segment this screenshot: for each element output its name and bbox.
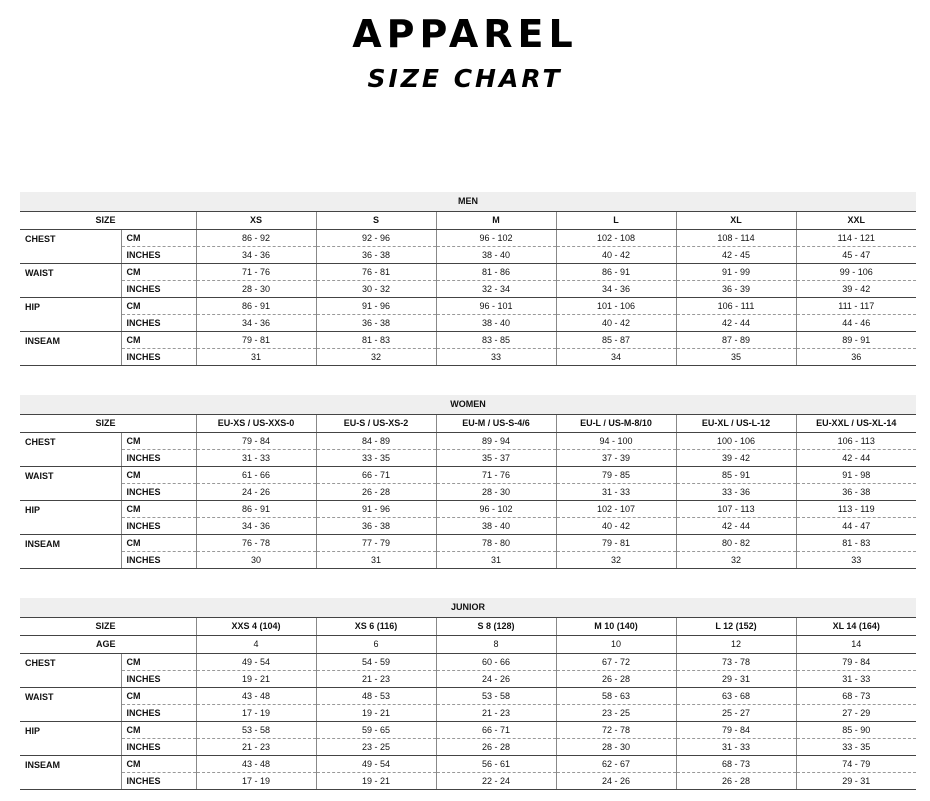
value-cell: 34 - 36 <box>196 247 316 264</box>
table-row <box>20 264 916 281</box>
value-cell: 19 - 21 <box>316 773 436 790</box>
table-row <box>20 535 916 552</box>
header-cell: EU-XS / US-XXS-0 <box>196 415 316 433</box>
header-cell: XL <box>676 212 796 230</box>
value-cell: 61 - 66 <box>196 467 316 484</box>
section-band <box>20 192 916 212</box>
measure-category: WAIST <box>20 264 121 298</box>
value-cell: 42 - 44 <box>796 450 916 467</box>
section-band <box>20 598 916 618</box>
size-table <box>20 395 916 569</box>
value-cell: 49 - 54 <box>316 756 436 773</box>
header-cell: XL 14 (164) <box>796 618 916 636</box>
value-cell: 91 - 98 <box>796 467 916 484</box>
value-cell: 56 - 61 <box>436 756 556 773</box>
header-cell: EU-M / US-S-4/6 <box>436 415 556 433</box>
value-cell: 67 - 72 <box>556 654 676 671</box>
value-cell: 34 - 36 <box>196 518 316 535</box>
unit-label-inches: INCHES <box>121 671 196 688</box>
section-heading: WOMEN <box>20 395 916 415</box>
header-row <box>20 415 916 433</box>
table-row <box>20 247 916 264</box>
value-cell: 31 - 33 <box>556 484 676 501</box>
value-cell: 28 - 30 <box>556 739 676 756</box>
value-cell: 36 - 38 <box>316 315 436 332</box>
value-cell: 23 - 25 <box>316 739 436 756</box>
value-cell: 86 - 91 <box>556 264 676 281</box>
value-cell: 43 - 48 <box>196 688 316 705</box>
value-cell: 26 - 28 <box>676 773 796 790</box>
unit-label-inches: INCHES <box>121 705 196 722</box>
size-table <box>20 598 916 790</box>
header-row <box>20 618 916 636</box>
value-cell: 26 - 28 <box>316 484 436 501</box>
value-cell: 30 <box>196 552 316 569</box>
section-heading: JUNIOR <box>20 598 916 618</box>
value-cell: 76 - 81 <box>316 264 436 281</box>
value-cell: 45 - 47 <box>796 247 916 264</box>
unit-label-cm: CM <box>121 756 196 773</box>
value-cell: 49 - 54 <box>196 654 316 671</box>
value-cell: 31 <box>316 552 436 569</box>
value-cell: 87 - 89 <box>676 332 796 349</box>
header-cell: L <box>556 212 676 230</box>
value-cell: 76 - 78 <box>196 535 316 552</box>
value-cell: 91 - 96 <box>316 298 436 315</box>
table-row <box>20 552 916 569</box>
value-cell: 63 - 68 <box>676 688 796 705</box>
value-cell: 40 - 42 <box>556 247 676 264</box>
value-cell: 68 - 73 <box>676 756 796 773</box>
value-cell: 33 <box>796 552 916 569</box>
value-cell: 21 - 23 <box>196 739 316 756</box>
measure-category: HIP <box>20 722 121 756</box>
value-cell: 53 - 58 <box>196 722 316 739</box>
value-cell: 81 - 83 <box>316 332 436 349</box>
value-cell: 62 - 67 <box>556 756 676 773</box>
value-cell: 36 - 38 <box>316 518 436 535</box>
table-row <box>20 450 916 467</box>
value-cell: 108 - 114 <box>676 230 796 247</box>
header-cell: L 12 (152) <box>676 618 796 636</box>
value-cell: 101 - 106 <box>556 298 676 315</box>
header-cell: EU-XXL / US-XL-14 <box>796 415 916 433</box>
table-row <box>20 349 916 366</box>
value-cell: 25 - 27 <box>676 705 796 722</box>
value-cell: 74 - 79 <box>796 756 916 773</box>
value-cell: 83 - 85 <box>436 332 556 349</box>
value-cell: 96 - 102 <box>436 501 556 518</box>
value-cell: 85 - 90 <box>796 722 916 739</box>
unit-label-inches: INCHES <box>121 484 196 501</box>
men-size-table <box>20 192 916 366</box>
value-cell: 33 - 35 <box>796 739 916 756</box>
value-cell: 96 - 102 <box>436 230 556 247</box>
value-cell: 28 - 30 <box>196 281 316 298</box>
value-cell: 42 - 45 <box>676 247 796 264</box>
value-cell: 33 <box>436 349 556 366</box>
value-cell: 24 - 26 <box>556 773 676 790</box>
header-cell: EU-XL / US-L-12 <box>676 415 796 433</box>
value-cell: 86 - 92 <box>196 230 316 247</box>
unit-label-inches: INCHES <box>121 739 196 756</box>
header-label: SIZE <box>20 212 196 230</box>
table-row <box>20 518 916 535</box>
unit-label-cm: CM <box>121 467 196 484</box>
value-cell: 53 - 58 <box>436 688 556 705</box>
value-cell: 111 - 117 <box>796 298 916 315</box>
measure-category: HIP <box>20 501 121 535</box>
table-row <box>20 739 916 756</box>
value-cell: 78 - 80 <box>436 535 556 552</box>
women-size-table <box>20 395 916 569</box>
value-cell: 86 - 91 <box>196 298 316 315</box>
value-cell: 94 - 100 <box>556 433 676 450</box>
value-cell: 24 - 26 <box>436 671 556 688</box>
value-cell: 39 - 42 <box>676 450 796 467</box>
unit-label-cm: CM <box>121 264 196 281</box>
value-cell: 31 - 33 <box>676 739 796 756</box>
table-row <box>20 705 916 722</box>
header-cell: XXS 4 (104) <box>196 618 316 636</box>
header-cell: EU-S / US-XS-2 <box>316 415 436 433</box>
unit-label-inches: INCHES <box>121 349 196 366</box>
unit-label-cm: CM <box>121 230 196 247</box>
value-cell: 79 - 85 <box>556 467 676 484</box>
header-cell: 8 <box>436 636 556 654</box>
value-cell: 89 - 91 <box>796 332 916 349</box>
header-cell: M <box>436 212 556 230</box>
value-cell: 84 - 89 <box>316 433 436 450</box>
header-row <box>20 212 916 230</box>
value-cell: 26 - 28 <box>436 739 556 756</box>
header-cell: 14 <box>796 636 916 654</box>
header-label: SIZE <box>20 415 196 433</box>
value-cell: 79 - 84 <box>796 654 916 671</box>
value-cell: 91 - 99 <box>676 264 796 281</box>
header-cell: S <box>316 212 436 230</box>
value-cell: 89 - 94 <box>436 433 556 450</box>
table-row <box>20 298 916 315</box>
header-cell: S 8 (128) <box>436 618 556 636</box>
header-cell: M 10 (140) <box>556 618 676 636</box>
value-cell: 106 - 113 <box>796 433 916 450</box>
value-cell: 79 - 81 <box>556 535 676 552</box>
value-cell: 59 - 65 <box>316 722 436 739</box>
value-cell: 102 - 107 <box>556 501 676 518</box>
header-cell: 12 <box>676 636 796 654</box>
value-cell: 31 - 33 <box>196 450 316 467</box>
value-cell: 86 - 91 <box>196 501 316 518</box>
junior-size-table <box>20 598 916 790</box>
value-cell: 79 - 84 <box>676 722 796 739</box>
unit-label-cm: CM <box>121 535 196 552</box>
unit-label-cm: CM <box>121 722 196 739</box>
value-cell: 38 - 40 <box>436 247 556 264</box>
table-row <box>20 467 916 484</box>
value-cell: 73 - 78 <box>676 654 796 671</box>
value-cell: 80 - 82 <box>676 535 796 552</box>
value-cell: 81 - 83 <box>796 535 916 552</box>
header-cell: XXL <box>796 212 916 230</box>
value-cell: 42 - 44 <box>676 518 796 535</box>
measure-category: INSEAM <box>20 756 121 790</box>
value-cell: 36 - 39 <box>676 281 796 298</box>
value-cell: 79 - 84 <box>196 433 316 450</box>
value-cell: 79 - 81 <box>196 332 316 349</box>
value-cell: 21 - 23 <box>436 705 556 722</box>
value-cell: 34 - 36 <box>196 315 316 332</box>
value-cell: 32 <box>316 349 436 366</box>
unit-label-cm: CM <box>121 298 196 315</box>
value-cell: 71 - 76 <box>196 264 316 281</box>
header-cell: EU-L / US-M-8/10 <box>556 415 676 433</box>
value-cell: 31 - 33 <box>796 671 916 688</box>
value-cell: 44 - 47 <box>796 518 916 535</box>
unit-label-cm: CM <box>121 433 196 450</box>
table-row <box>20 315 916 332</box>
header-cell: 4 <box>196 636 316 654</box>
value-cell: 81 - 86 <box>436 264 556 281</box>
value-cell: 99 - 106 <box>796 264 916 281</box>
value-cell: 29 - 31 <box>796 773 916 790</box>
value-cell: 44 - 46 <box>796 315 916 332</box>
value-cell: 36 - 38 <box>316 247 436 264</box>
value-cell: 23 - 25 <box>556 705 676 722</box>
table-row <box>20 433 916 450</box>
value-cell: 30 - 32 <box>316 281 436 298</box>
value-cell: 22 - 24 <box>436 773 556 790</box>
page-subtitle: SIZE CHART <box>367 64 563 93</box>
value-cell: 96 - 101 <box>436 298 556 315</box>
value-cell: 31 <box>196 349 316 366</box>
value-cell: 36 <box>796 349 916 366</box>
value-cell: 35 <box>676 349 796 366</box>
unit-label-inches: INCHES <box>121 773 196 790</box>
value-cell: 106 - 111 <box>676 298 796 315</box>
unit-label-cm: CM <box>121 332 196 349</box>
value-cell: 34 <box>556 349 676 366</box>
value-cell: 66 - 71 <box>436 722 556 739</box>
value-cell: 85 - 91 <box>676 467 796 484</box>
measure-category: WAIST <box>20 467 121 501</box>
value-cell: 91 - 96 <box>316 501 436 518</box>
value-cell: 92 - 96 <box>316 230 436 247</box>
header-cell: 6 <box>316 636 436 654</box>
unit-label-inches: INCHES <box>121 281 196 298</box>
value-cell: 19 - 21 <box>196 671 316 688</box>
page-title: APPAREL <box>352 12 578 56</box>
value-cell: 58 - 63 <box>556 688 676 705</box>
table-row <box>20 230 916 247</box>
measure-category: HIP <box>20 298 121 332</box>
value-cell: 40 - 42 <box>556 518 676 535</box>
measure-category: WAIST <box>20 688 121 722</box>
value-cell: 17 - 19 <box>196 705 316 722</box>
table-row <box>20 654 916 671</box>
unit-label-inches: INCHES <box>121 315 196 332</box>
table-row <box>20 332 916 349</box>
unit-label-inches: INCHES <box>121 450 196 467</box>
value-cell: 38 - 40 <box>436 518 556 535</box>
value-cell: 27 - 29 <box>796 705 916 722</box>
unit-label-inches: INCHES <box>121 552 196 569</box>
header-cell: XS 6 (116) <box>316 618 436 636</box>
header-row <box>20 636 916 654</box>
section-heading: MEN <box>20 192 916 212</box>
value-cell: 113 - 119 <box>796 501 916 518</box>
value-cell: 72 - 78 <box>556 722 676 739</box>
section-band <box>20 395 916 415</box>
value-cell: 32 <box>556 552 676 569</box>
table-row <box>20 671 916 688</box>
value-cell: 114 - 121 <box>796 230 916 247</box>
header-cell: 10 <box>556 636 676 654</box>
measure-category: CHEST <box>20 433 121 467</box>
value-cell: 54 - 59 <box>316 654 436 671</box>
size-table <box>20 192 916 366</box>
measure-category: INSEAM <box>20 332 121 366</box>
measure-category: INSEAM <box>20 535 121 569</box>
value-cell: 17 - 19 <box>196 773 316 790</box>
value-cell: 100 - 106 <box>676 433 796 450</box>
value-cell: 26 - 28 <box>556 671 676 688</box>
value-cell: 48 - 53 <box>316 688 436 705</box>
value-cell: 39 - 42 <box>796 281 916 298</box>
table-row <box>20 756 916 773</box>
header-cell: XS <box>196 212 316 230</box>
table-row <box>20 722 916 739</box>
value-cell: 40 - 42 <box>556 315 676 332</box>
unit-label-cm: CM <box>121 501 196 518</box>
value-cell: 36 - 38 <box>796 484 916 501</box>
table-row <box>20 773 916 790</box>
value-cell: 38 - 40 <box>436 315 556 332</box>
table-row <box>20 281 916 298</box>
value-cell: 24 - 26 <box>196 484 316 501</box>
value-cell: 19 - 21 <box>316 705 436 722</box>
value-cell: 68 - 73 <box>796 688 916 705</box>
value-cell: 43 - 48 <box>196 756 316 773</box>
value-cell: 32 <box>676 552 796 569</box>
measure-category: CHEST <box>20 654 121 688</box>
table-row <box>20 484 916 501</box>
header-label: AGE <box>20 636 196 654</box>
value-cell: 35 - 37 <box>436 450 556 467</box>
value-cell: 28 - 30 <box>436 484 556 501</box>
unit-label-cm: CM <box>121 654 196 671</box>
value-cell: 66 - 71 <box>316 467 436 484</box>
header-label: SIZE <box>20 618 196 636</box>
value-cell: 42 - 44 <box>676 315 796 332</box>
value-cell: 85 - 87 <box>556 332 676 349</box>
unit-label-inches: INCHES <box>121 247 196 264</box>
table-row <box>20 501 916 518</box>
value-cell: 102 - 108 <box>556 230 676 247</box>
value-cell: 32 - 34 <box>436 281 556 298</box>
value-cell: 29 - 31 <box>676 671 796 688</box>
unit-label-cm: CM <box>121 688 196 705</box>
value-cell: 33 - 36 <box>676 484 796 501</box>
value-cell: 77 - 79 <box>316 535 436 552</box>
measure-category: CHEST <box>20 230 121 264</box>
value-cell: 34 - 36 <box>556 281 676 298</box>
value-cell: 33 - 35 <box>316 450 436 467</box>
value-cell: 37 - 39 <box>556 450 676 467</box>
value-cell: 107 - 113 <box>676 501 796 518</box>
value-cell: 31 <box>436 552 556 569</box>
unit-label-inches: INCHES <box>121 518 196 535</box>
table-row <box>20 688 916 705</box>
value-cell: 60 - 66 <box>436 654 556 671</box>
value-cell: 71 - 76 <box>436 467 556 484</box>
value-cell: 21 - 23 <box>316 671 436 688</box>
